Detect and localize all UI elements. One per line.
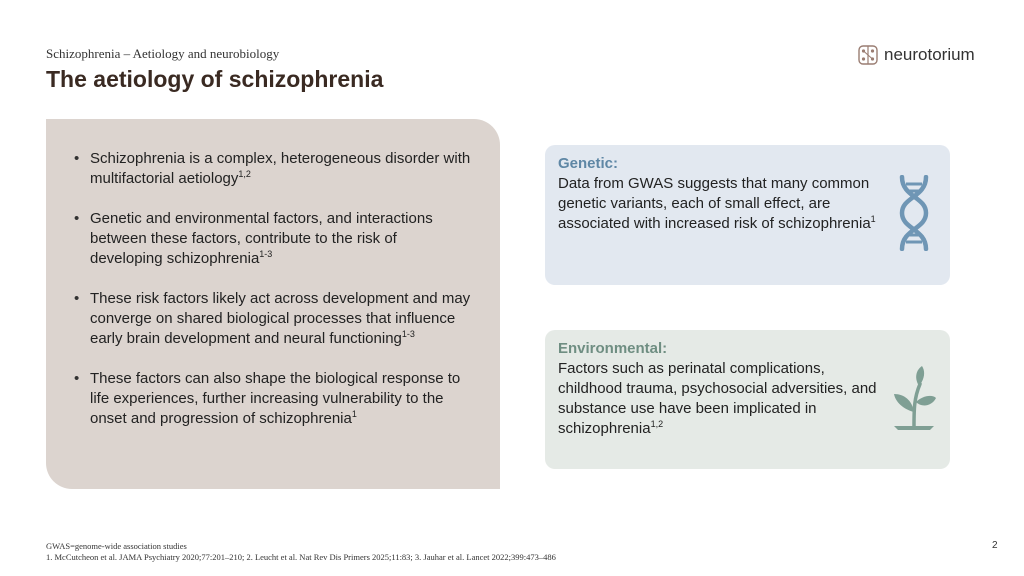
dna-icon xyxy=(897,175,931,251)
genetic-card xyxy=(545,145,950,285)
citation-superscript: 1-3 xyxy=(401,329,415,339)
citation-superscript: 1-3 xyxy=(259,249,273,259)
citation-superscript: 1,2 xyxy=(650,419,664,429)
list-item xyxy=(74,149,472,189)
genetic-heading: Genetic: xyxy=(558,155,619,172)
plant-icon xyxy=(890,364,938,430)
bullet-text: These factors can also shape the biological response to life experiences, further increasing vulnerability to the onset and progression of schizophrenia xyxy=(90,370,461,427)
brain-logo-icon xyxy=(857,44,879,66)
page-number: 2 xyxy=(992,540,998,551)
list-item xyxy=(74,289,472,349)
bullet-text: Schizophrenia is a complex, heterogeneous disorder with multifactorial aetiology xyxy=(90,150,471,187)
environmental-heading: Environmental: xyxy=(558,340,668,357)
key-points-panel xyxy=(46,119,500,489)
environmental-card xyxy=(545,330,950,469)
page-title: The aetiology of schizophrenia xyxy=(46,66,384,92)
environmental-body: Factors such as perinatal complications, childhood trauma, psychosocial adversities, and substance use have been implicated in schizophrenia xyxy=(558,360,877,437)
list-item xyxy=(74,369,472,429)
section-subtitle: Schizophrenia – Aetiology and neurobiology xyxy=(46,46,280,61)
citation-superscript: 1 xyxy=(870,214,876,224)
citation-superscript: 1,2 xyxy=(238,169,251,179)
list-item xyxy=(74,209,472,269)
bullet-text: Genetic and environmental factors, and interactions between these factors, contribute to the risk of developing schizophrenia xyxy=(90,210,433,267)
genetic-body: Data from GWAS suggests that many common genetic variants, each of small effect, are associated with increased risk of schizophrenia xyxy=(558,175,871,232)
environmental-text xyxy=(558,359,888,439)
logo-text: neurotorium xyxy=(884,45,975,64)
citation-superscript: 1 xyxy=(351,409,357,419)
abbreviation-footnote: GWAS=genome-wide association studies xyxy=(46,541,187,551)
bullet-list xyxy=(74,149,472,429)
neurotorium-logo xyxy=(857,44,975,66)
references-footnote: 1. McCutcheon et al. JAMA Psychiatry 2020;77:201–210; 2. Leucht et al. Nat Rev Dis Primers 2025;11:83; 3. Jauhar et al. Lancet 2022;399:473–486 xyxy=(46,552,556,562)
genetic-text xyxy=(558,174,888,234)
bullet-text: These risk factors likely act across development and may converge on shared biological processes that influence early brain development and neural functioning xyxy=(90,290,471,347)
